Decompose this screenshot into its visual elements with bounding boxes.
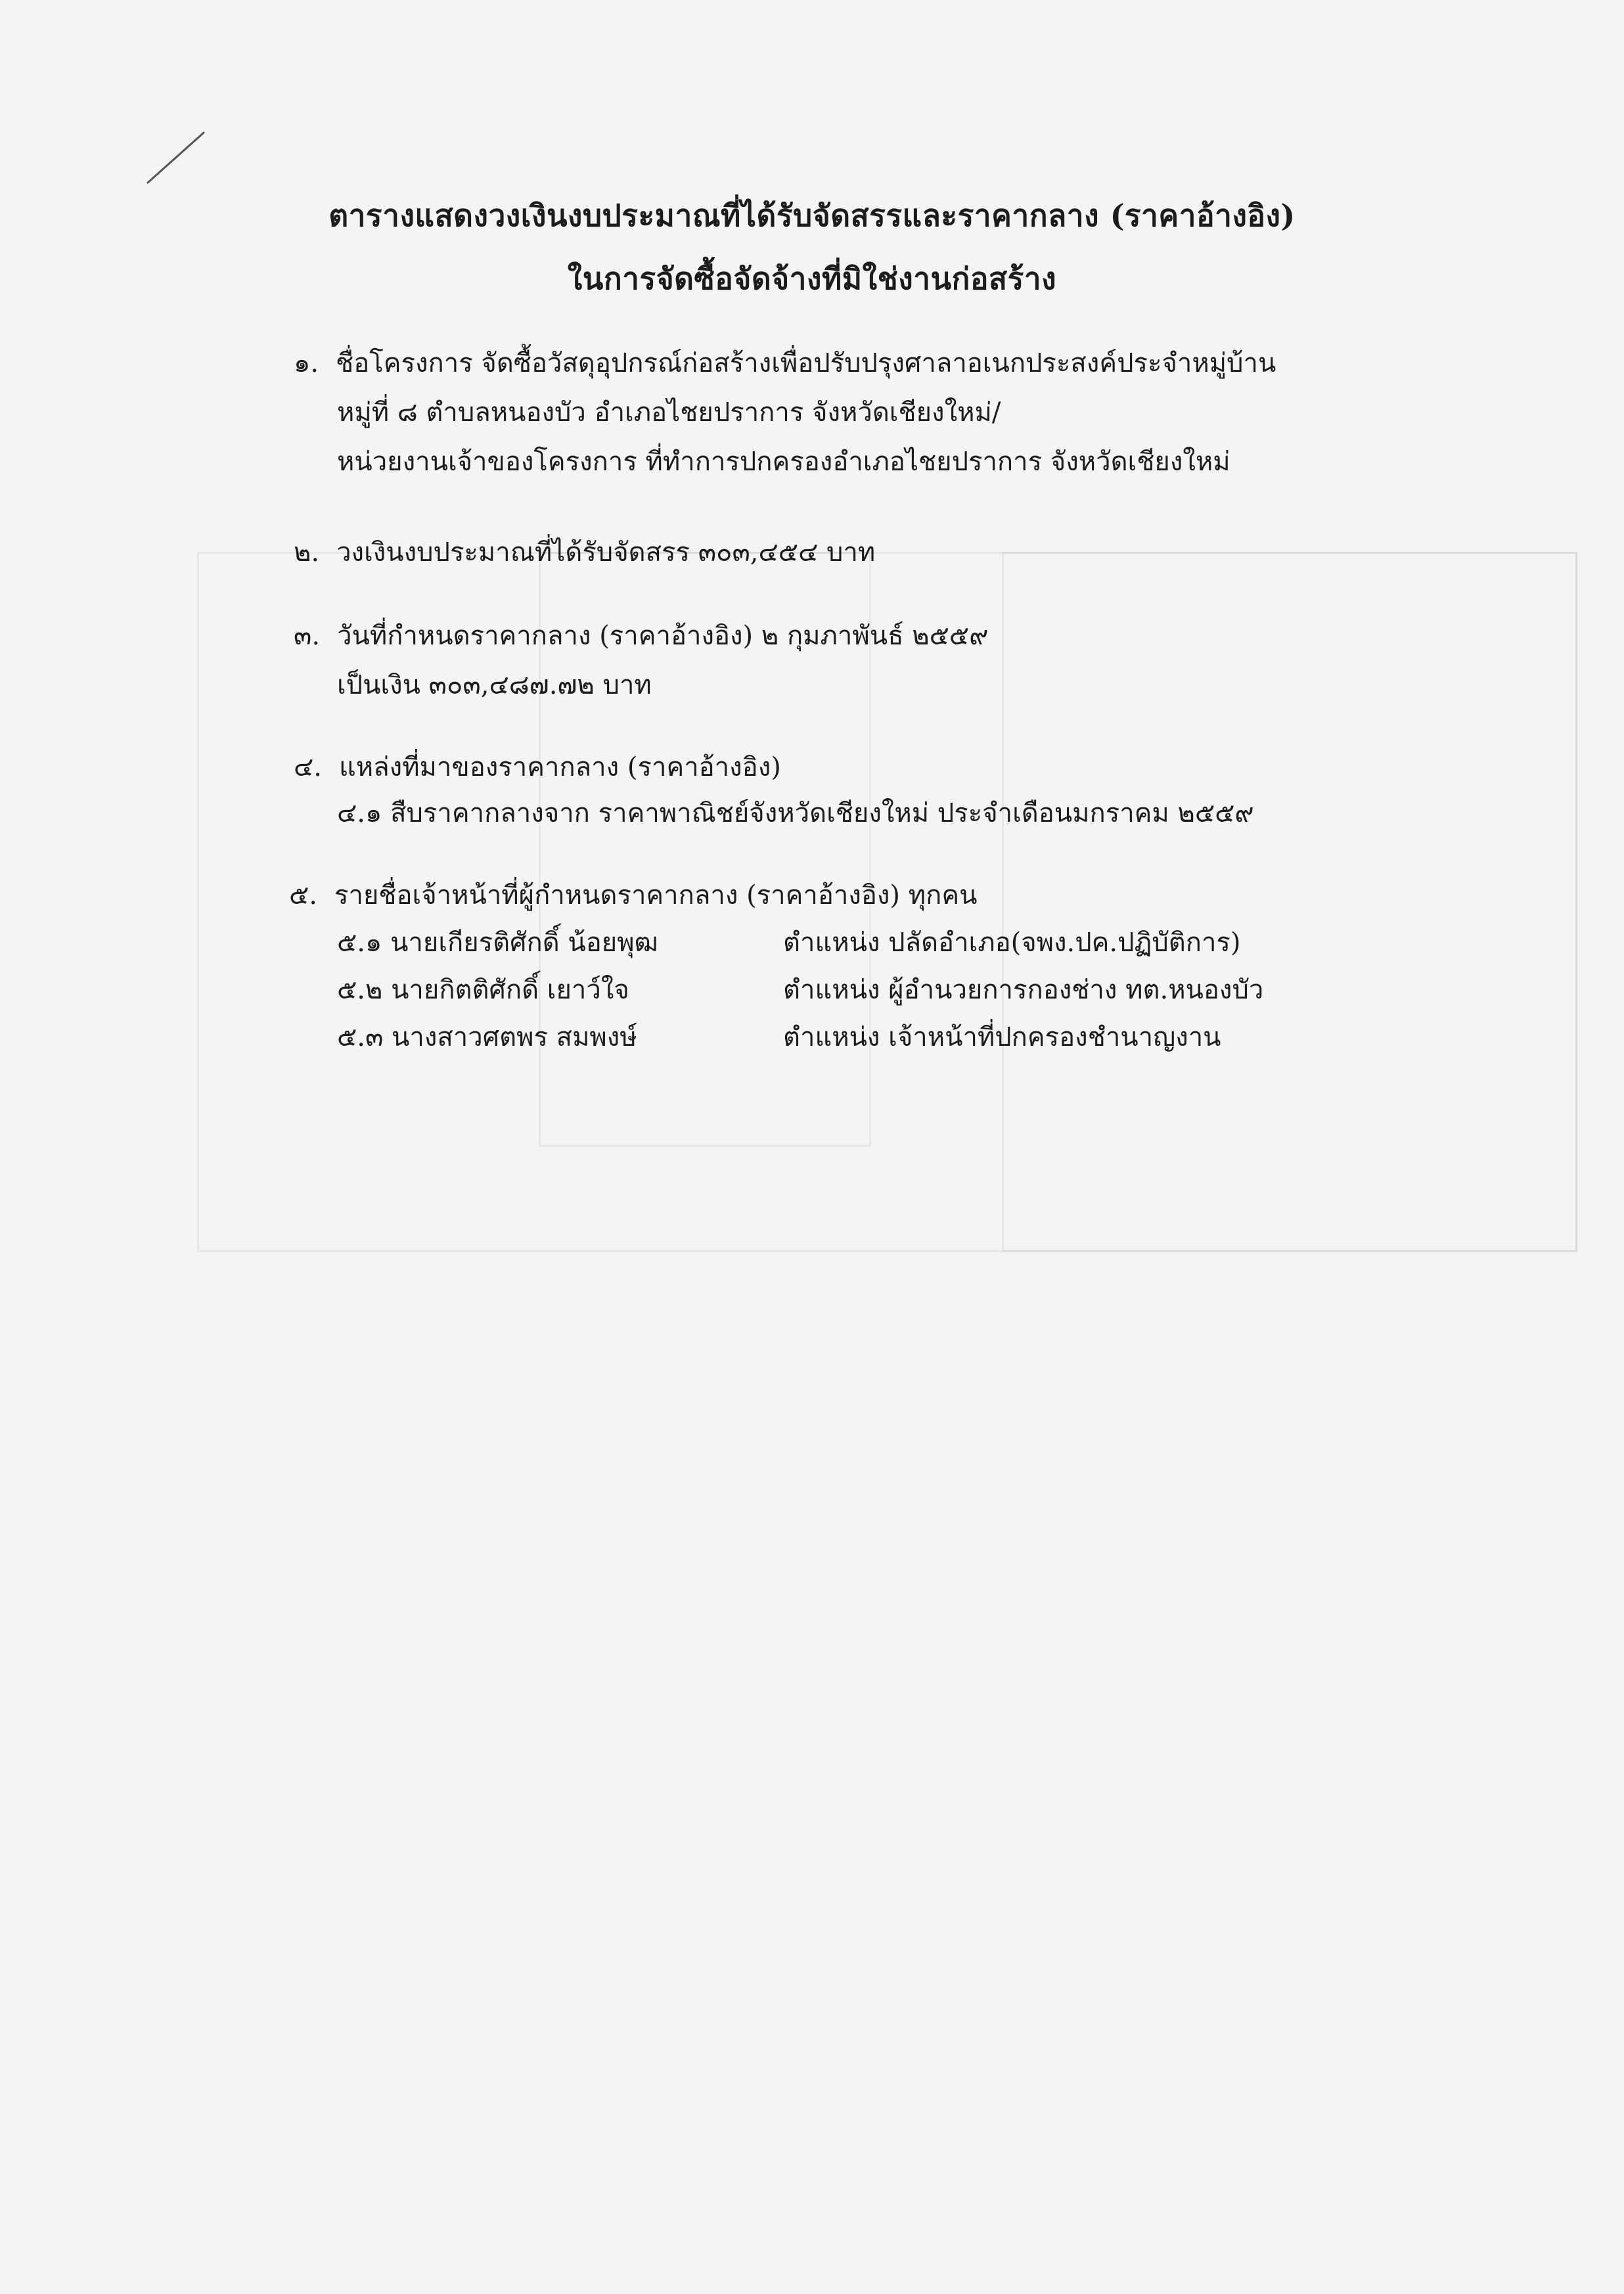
official-position: ตำแหน่ง ผู้อำนวยการกองช่าง ทต.หนองบัว [783,975,1264,1005]
item-1-line-3: หน่วยงานเจ้าของโครงการ ที่ทำการปกครองอำเภอไชยปราการ จังหวัดเชียงใหม่ [337,447,1230,477]
reference-price-date: วันที่กำหนดราคากลาง (ราคาอ้างอิง) ๒ กุมภาพันธ์ ๒๕๕๙ [337,621,989,651]
bleed-through-table-column [1002,552,1577,1252]
item-number: ๑. [294,348,319,378]
budget-allocated: วงเงินงบประมาณที่ได้รับจัดสรร ๓๐๓,๔๕๔ บาท [336,537,876,568]
item-number: ๔. [294,752,322,782]
item-1 [294,342,1276,384]
official-name: ๕.๓ นางสาวศตพร สมพงษ์ [337,1022,637,1052]
official-name: ๕.๒ นายกิตติศักดิ์ เยาว์ใจ [337,975,629,1005]
price-source-4-1: ๔.๑ สืบราคากลางจาก ราคาพาณิชย์จังหวัดเชียงใหม่ ประจำเดือนมกราคม ๒๕๕๙ [337,798,1254,828]
document-title-line-1: ตารางแสดงวงเงินงบประมาณที่ได้รับจัดสรรและราคากลาง (ราคาอ้างอิง) [328,198,1296,233]
item-2 [294,531,875,573]
item-number: ๕. [289,880,317,911]
price-source-heading: แหล่งที่มาของราคากลาง (ราคาอ้างอิง) [339,752,781,782]
item-4 [294,746,781,788]
official-position: ตำแหน่ง ปลัดอำเภอ(จพง.ปค.ปฏิบัติการ) [783,928,1241,958]
officials-heading: รายชื่อเจ้าหน้าที่ผู้กำหนดราคากลาง (ราคาอ้างอิง) ทุกคน [334,880,978,911]
project-name: ชื่อโครงการ จัดซื้อวัสดุอุปกรณ์ก่อสร้างเพื่อปรับปรุงศาลาอเนกประสงค์ประจำหมู่บ้าน [336,348,1276,378]
official-name: ๕.๑ นายเกียรติศักดิ์ น้อยพุฒ [337,928,658,958]
official-position: ตำแหน่ง เจ้าหน้าที่ปกครองชำนาญงาน [783,1022,1221,1052]
item-number: ๒. [294,537,320,568]
document-title-line-2: ในการจัดซื้อจัดจ้างที่มิใช่งานก่อสร้าง [567,261,1057,296]
item-1-line-2: หมู่ที่ ๘ ตำบลหนองบัว อำเภอไชยปราการ จังหวัดเชียงใหม่/ [337,397,1001,428]
item-3 [294,614,988,656]
pen-stroke-mark [141,125,214,191]
item-number: ๓. [294,621,321,651]
item-5 [289,874,977,916]
reference-price-amount: เป็นเงิน ๓๐๓,๔๘๗.๗๒ บาท [337,670,652,700]
